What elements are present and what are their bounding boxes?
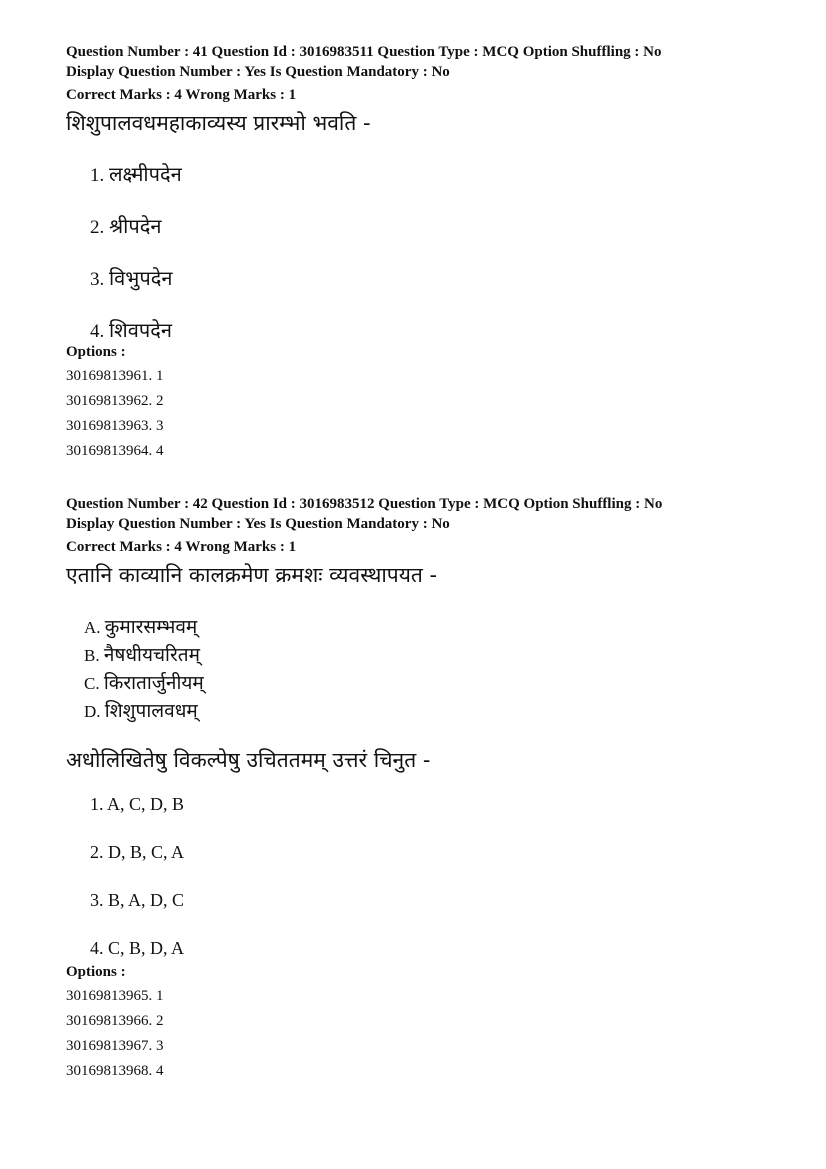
choice-text: शिवपदेन [109,318,172,342]
q42-list-item-d [84,697,198,723]
choice-number: 4. [90,938,104,958]
choice-text: विभुपदेन [109,266,173,290]
q41-choice-3 [90,264,172,291]
option-id: 30169813964. 4 [66,443,164,459]
question-meta-line1: Question Number : 41 Question Id : 3016983511 Question Type : MCQ Option Shuffling : No [66,44,662,60]
option-id: 30169813965. 1 [66,988,164,1004]
option-id: 30169813968. 4 [66,1063,164,1079]
question-41-header [66,43,766,106]
question-meta-line2: Display Question Number : Yes Is Question Mandatory : No [66,515,450,532]
question-42-instruction: अधोलिखितेषु विकल्पेषु उचिततमम् उत्तरं चिनुत - [66,748,431,772]
choice-number: 2. [90,217,105,238]
q42-list-item-c [84,669,204,695]
question-meta-line2: Display Question Number : Yes Is Question Mandatory : No [66,63,450,80]
option-id: 30169813963. 3 [66,418,164,434]
q41-choice-2 [90,212,161,239]
q42-choice-2 [90,842,184,863]
list-text: शिशुपालवधम् [104,700,198,722]
list-text: किरातार्जुनीयम् [103,672,204,694]
choice-text: श्रीपदेन [109,214,162,238]
q41-choice-4 [90,316,172,343]
option-id: 30169813966. 2 [66,1013,164,1029]
option-id: 30169813962. 2 [66,393,164,409]
option-id: 30169813967. 3 [66,1038,164,1054]
list-text: कुमारसम्भवम् [104,616,198,638]
q41-choice-1 [90,160,182,187]
q42-choice-4 [90,938,184,959]
choice-text: लक्ष्मीपदेन [109,162,182,186]
choice-text: A, C, D, B [107,794,185,814]
choice-number: 3. [90,269,105,290]
question-marks: Correct Marks : 4 Wrong Marks : 1 [66,539,297,555]
list-letter: D. [84,702,101,721]
choice-number: 3. [90,890,104,910]
option-id: 30169813961. 1 [66,368,164,384]
options-label: Options : [66,964,126,980]
question-marks: Correct Marks : 4 Wrong Marks : 1 [66,87,297,103]
question-41-stem: शिशुपालवधमहाकाव्यस्य प्रारम्भो भवति - [66,111,371,135]
choice-text: D, B, C, A [108,842,185,862]
list-letter: B. [84,646,100,665]
choice-text: C, B, D, A [108,938,185,958]
list-letter: C. [84,674,100,693]
q42-list-item-b [84,641,200,667]
choice-number: 1. [90,165,105,186]
options-label: Options : [66,344,126,360]
question-meta-line1: Question Number : 42 Question Id : 3016983512 Question Type : MCQ Option Shuffling : No [66,496,663,512]
choice-number: 1. [90,794,104,814]
question-42-header [66,495,766,558]
list-letter: A. [84,618,101,637]
choice-text: B, A, D, C [108,890,185,910]
choice-number: 2. [90,842,104,862]
list-text: नैषधीयचरितम् [103,644,200,666]
choice-number: 4. [90,321,105,342]
q42-list-item-a [84,613,197,639]
q42-choice-1 [90,794,184,815]
q42-choice-3 [90,890,184,911]
question-42-stem: एतानि काव्यानि कालक्रमेण क्रमशः व्यवस्थापयत - [66,563,438,587]
